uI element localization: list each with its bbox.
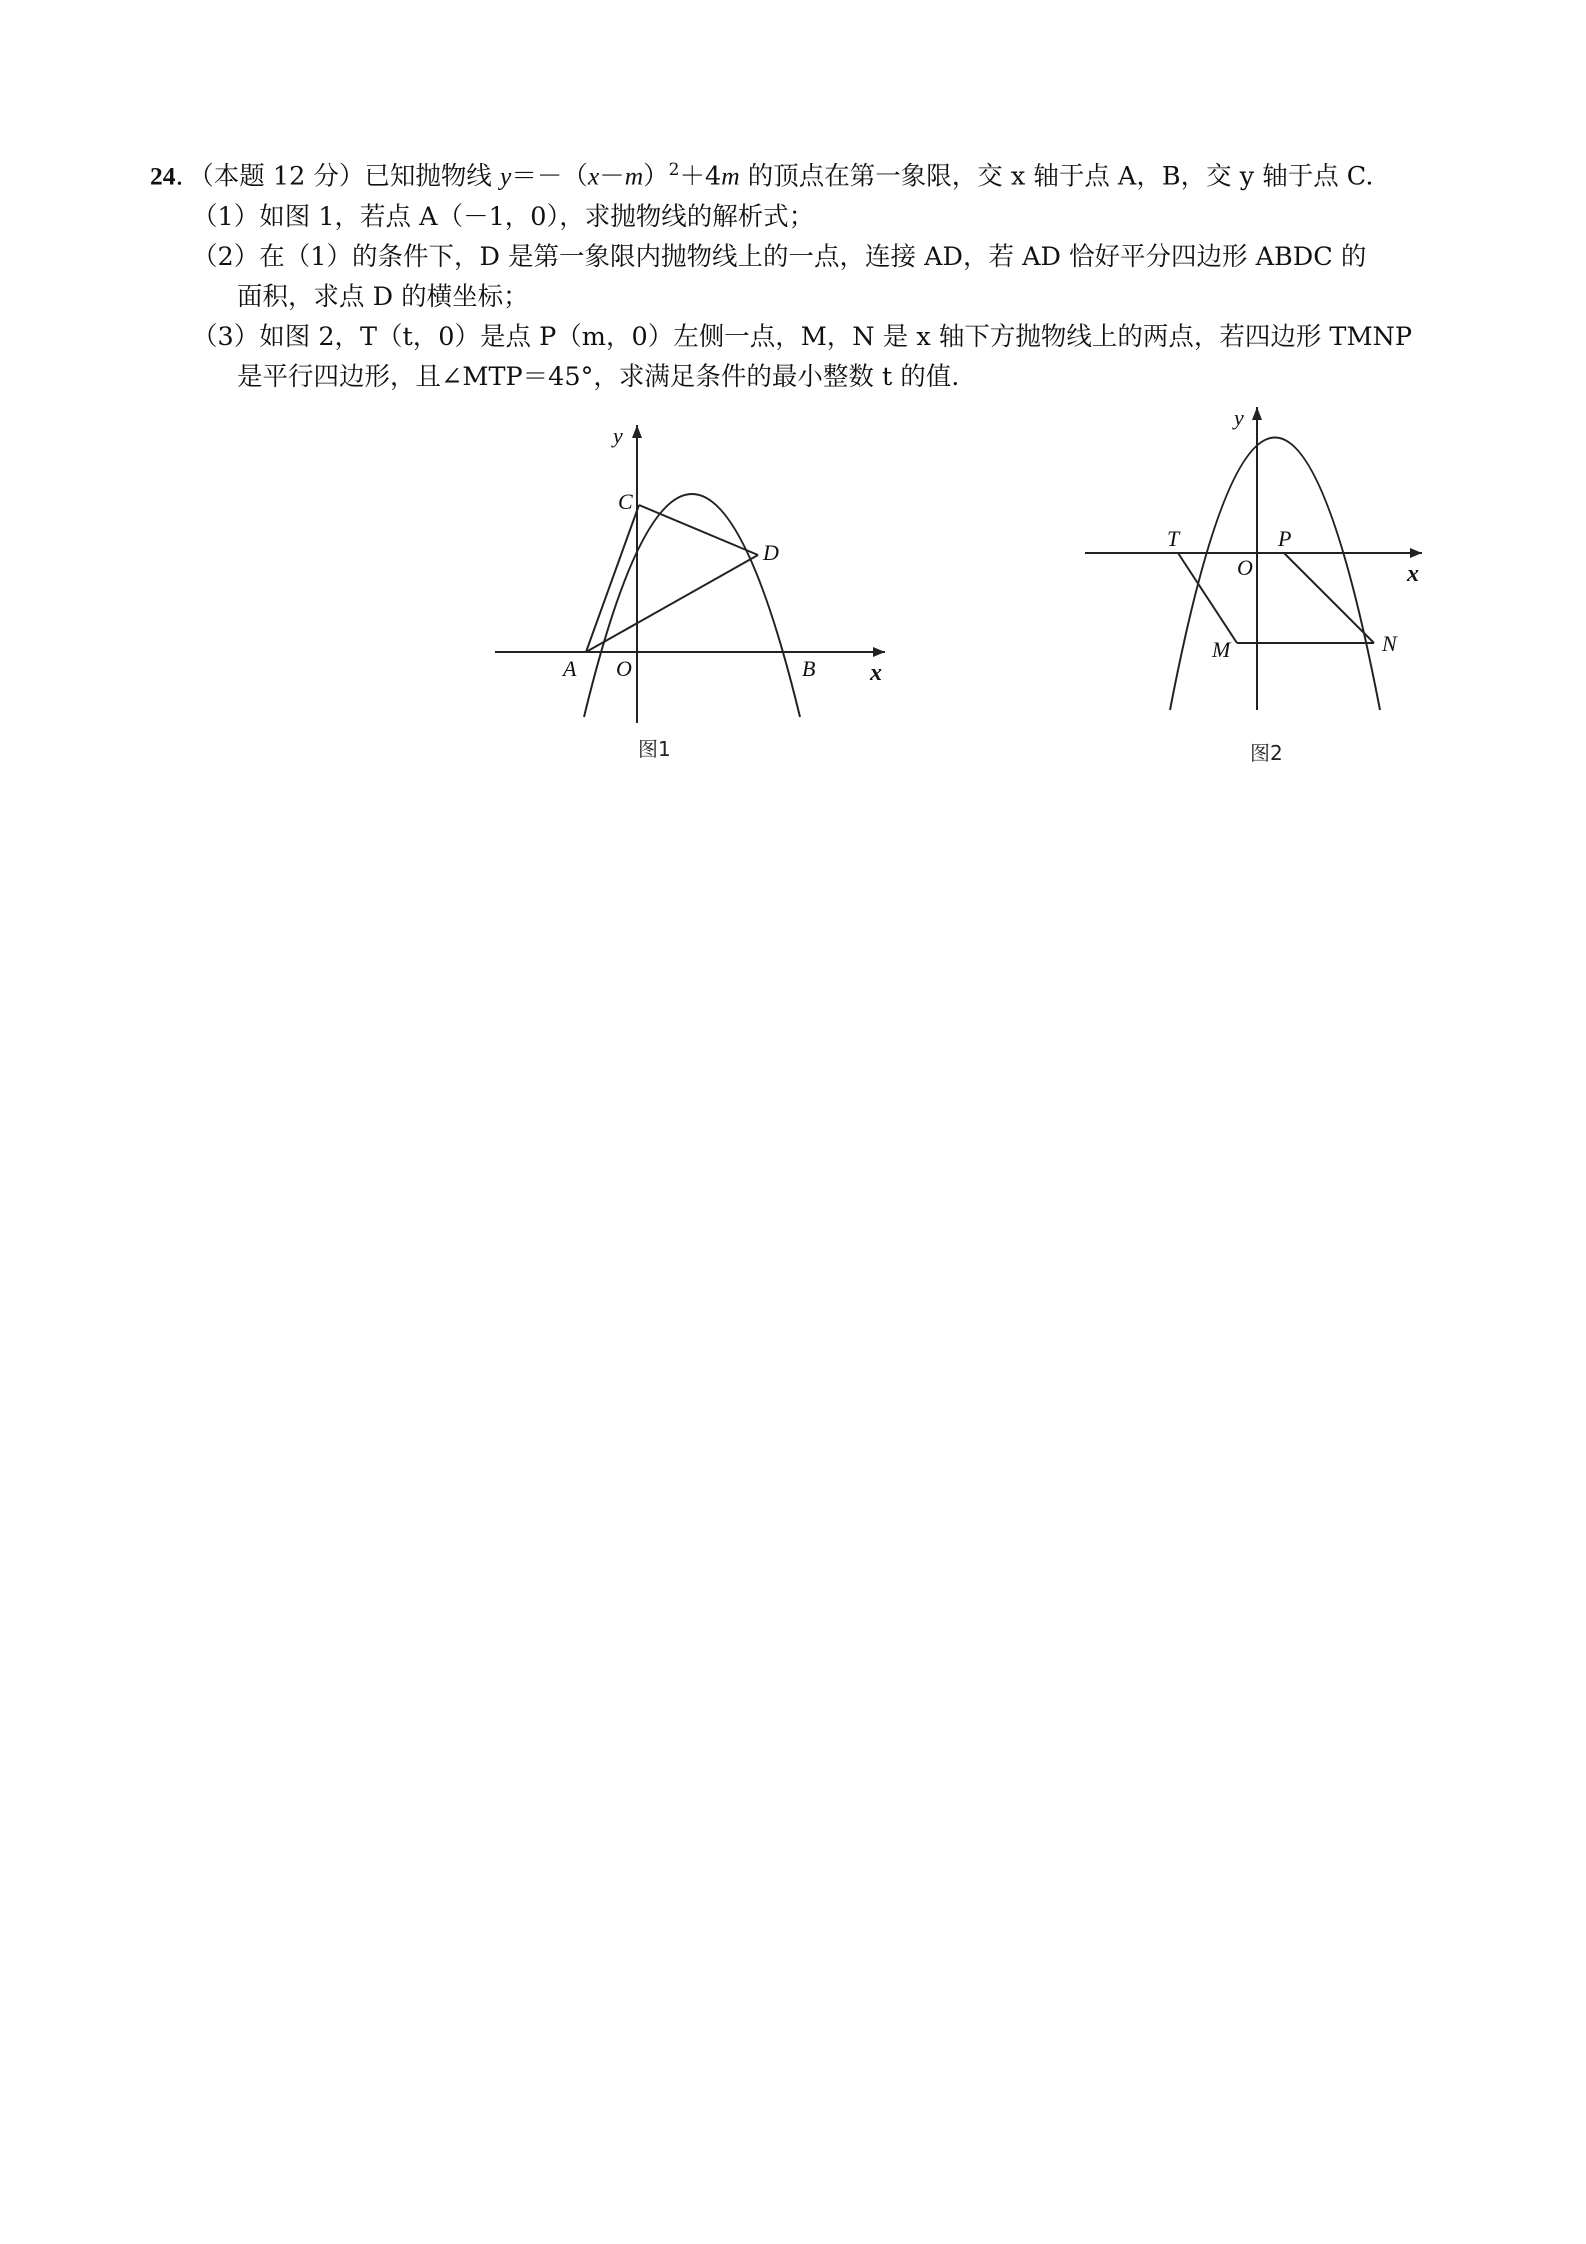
fig1-label-C: C <box>618 489 633 514</box>
fig1-segment-AD <box>586 555 758 652</box>
fig1-x-arrow <box>873 647 885 657</box>
fig2-label-O: O <box>1237 555 1253 580</box>
fig1-segment-AC <box>586 505 639 652</box>
fig2-x-arrow <box>1410 548 1422 558</box>
fig1-label-A: A <box>563 656 577 681</box>
fig2-y-arrow <box>1252 407 1262 420</box>
fig1-label-D: D <box>763 540 779 565</box>
figure-1-diagram <box>480 405 900 735</box>
fig2-label-T: T <box>1167 526 1180 551</box>
fig2-label-N: N <box>1382 631 1397 656</box>
figure-2 <box>1080 395 1450 765</box>
fig2-label-x: x <box>1407 561 1419 587</box>
fig2-label-y: y <box>1234 405 1244 430</box>
problem-intro: 24．（本题 12 分）已知抛物线 $y=-(x-m)^2+4m$ 的顶点在第一象限，交 x 轴于点 A，B，交 y 轴于点 C. <box>150 160 1374 192</box>
fig2-segment-PN <box>1284 553 1374 643</box>
fig2-label-M: M <box>1212 637 1231 662</box>
fig1-y-arrow <box>632 425 642 438</box>
question-1: （1）如图 1，若点 A（－1，0），求抛物线的解析式； <box>192 201 815 232</box>
problem-24 <box>150 150 1450 397</box>
question-3-line-2: 是平行四边形，且∠MTP＝45°，求满足条件的最小整数 t 的值. <box>237 361 960 392</box>
fig1-label-B: B <box>802 656 816 681</box>
fig2-caption: 图2 <box>1250 741 1283 765</box>
fig2-parabola <box>1170 438 1380 711</box>
fig1-segment-CD <box>639 505 758 555</box>
fig2-label-P: P <box>1278 526 1292 551</box>
fig1-caption: 图1 <box>638 737 671 761</box>
fig1-label-O: O <box>616 656 632 681</box>
problem-number: 24 <box>150 161 176 191</box>
figure-2-diagram <box>1080 395 1450 735</box>
figure-1 <box>480 405 900 761</box>
fig1-label-x: x <box>870 660 882 686</box>
question-2-line-1: （2）在（1）的条件下，D 是第一象限内抛物线上的一点，连接 AD，若 AD 恰好平分四边形 ABDC 的 <box>192 241 1367 272</box>
fig1-label-y: y <box>613 423 623 448</box>
question-3-line-1: （3）如图 2，T（t，0）是点 P（m，0）左侧一点，M，N 是 x 轴下方抛物线上的两点，若四边形 TMNP <box>192 321 1413 352</box>
question-2-line-2: 面积，求点 D 的横坐标； <box>237 281 529 312</box>
